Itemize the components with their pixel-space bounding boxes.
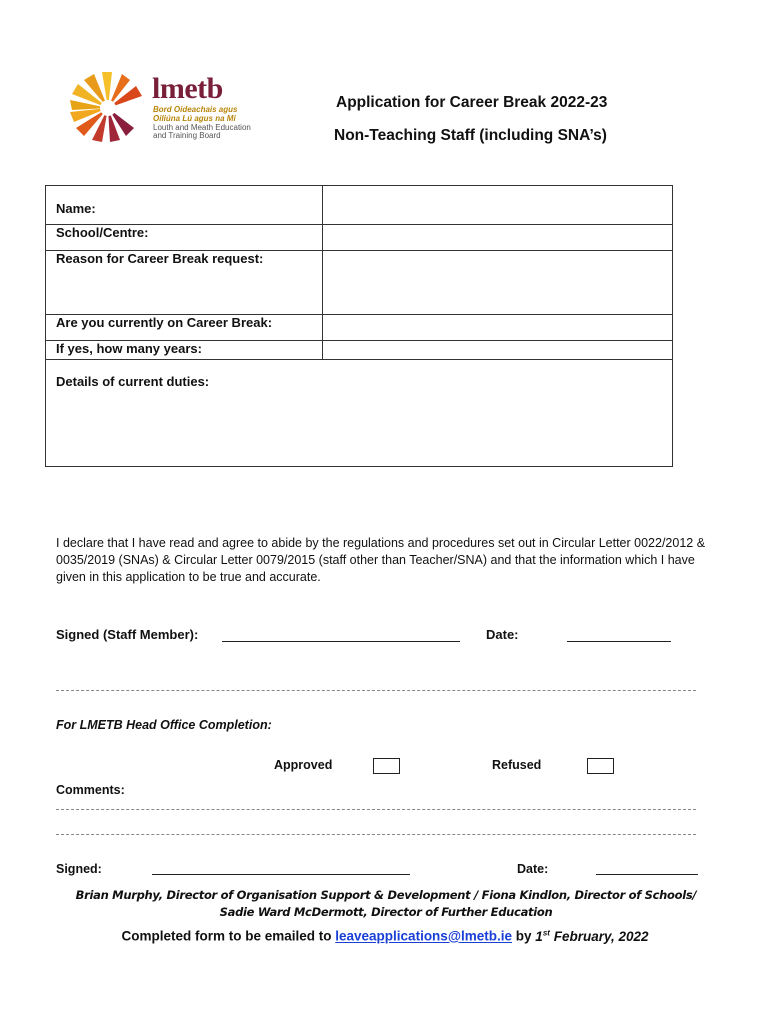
declaration-text: I declare that I have read and agree to abide by the regulations and procedures set out in Circular Letter 0022/2012 & 0035/2019 (SNAs) & Circular Letter 0079/2015 (staff other than Teacher/SNA) and that the information which I have given in this application to be true and accurate. (56, 536, 706, 584)
refused-label: Refused (492, 758, 542, 772)
current-break-label: Are you currently on Career Break: (46, 315, 323, 341)
current-break-field[interactable] (323, 315, 673, 341)
form-row-years (46, 341, 673, 360)
duties-field[interactable] (46, 360, 673, 467)
staff-signed-label: Signed (Staff Member): (56, 627, 199, 642)
form-row-school (46, 225, 673, 251)
logo-line-1: Bord Oideachais agus (153, 105, 238, 114)
office-signed-label: Signed: (56, 862, 102, 876)
years-label: If yes, how many years: (46, 341, 323, 360)
email-prefix: Completed form to be emailed to (121, 928, 332, 944)
reason-label: Reason for Career Break request: (46, 251, 323, 315)
application-form-table (45, 185, 673, 467)
name-field[interactable] (323, 186, 673, 225)
approved-checkbox[interactable] (373, 758, 400, 774)
reason-field[interactable] (323, 251, 673, 315)
comments-label: Comments: (56, 783, 125, 797)
form-row-duties (46, 360, 673, 467)
page-title: Application for Career Break 2022-23 (336, 94, 608, 111)
staff-date-line[interactable] (567, 627, 671, 642)
school-label: School/Centre: (46, 225, 323, 251)
deadline-ordinal: st (542, 928, 550, 937)
office-date-label: Date: (517, 862, 549, 876)
years-field[interactable] (323, 341, 673, 360)
logo-wordmark: lmetb (152, 72, 223, 105)
refused-checkbox[interactable] (587, 758, 614, 774)
office-heading: For LMETB Head Office Completion: (56, 718, 272, 732)
section-divider (56, 690, 696, 691)
form-row-name (46, 186, 673, 225)
email-by: by (515, 928, 532, 944)
directors-credit (56, 887, 716, 921)
comments-line-2[interactable] (56, 834, 696, 835)
email-instruction (0, 928, 770, 944)
staff-date-label: Date: (486, 627, 519, 642)
logo-line-3: Louth and Meath Education (153, 123, 251, 132)
comments-line-1[interactable] (56, 809, 696, 810)
duties-label: Details of current duties: (56, 374, 210, 389)
form-row-reason (46, 251, 673, 315)
office-date-line[interactable] (596, 862, 698, 875)
deadline-day: 1 (535, 928, 543, 944)
deadline-date: February, 2022 (553, 928, 649, 944)
logo-line-4: and Training Board (153, 131, 221, 140)
school-field[interactable] (323, 225, 673, 251)
name-label: Name: (46, 186, 323, 225)
form-row-current-break (46, 315, 673, 341)
staff-signature-line[interactable] (222, 627, 460, 642)
directors-line-1: Brian Murphy, Director of Organisation Support & Development / Fiona Kindlon, Director of Schools/ (75, 888, 697, 902)
office-signature-line[interactable] (152, 862, 410, 875)
page-subtitle: Non-Teaching Staff (including SNA’s) (334, 127, 607, 144)
email-link[interactable]: leaveapplications@lmetb.ie (335, 928, 512, 944)
directors-line-2: Sadie Ward McDermott, Director of Further Education (219, 905, 553, 919)
approved-label: Approved (274, 758, 333, 772)
logo-line-2: Oiliúna Lú agus na Mí (153, 114, 236, 123)
